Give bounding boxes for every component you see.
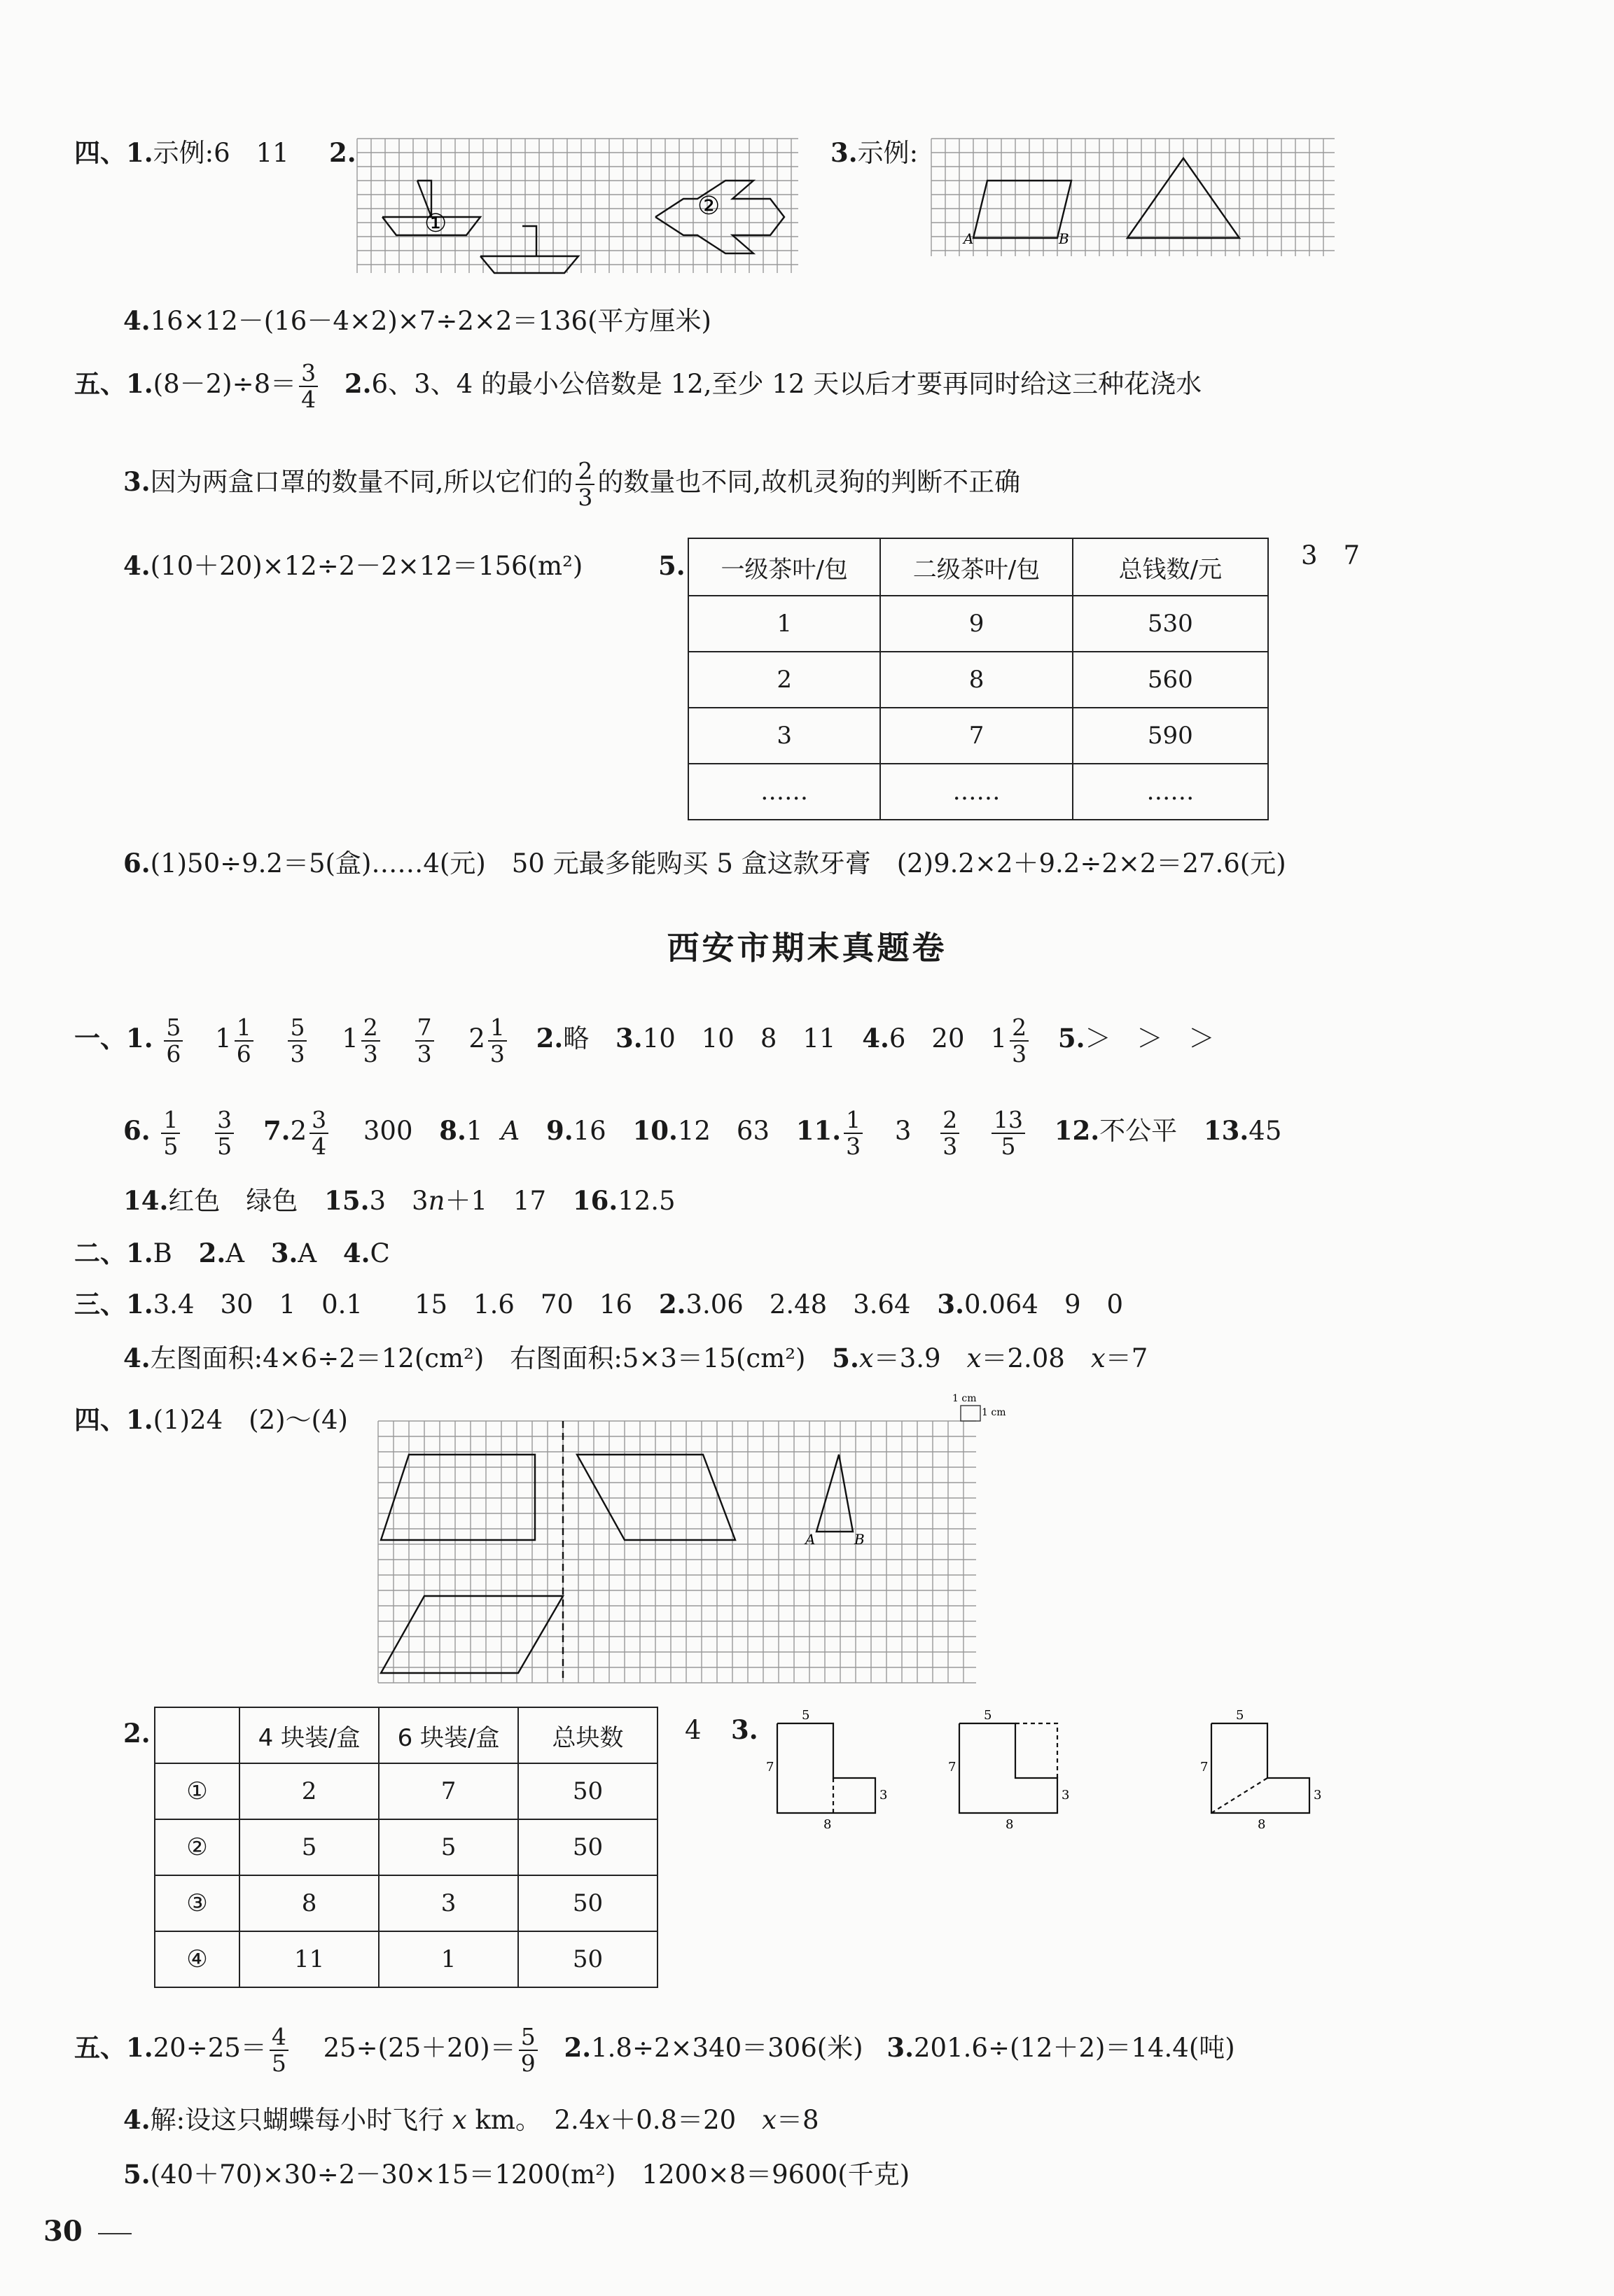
p1-q16-num: 16. (572, 1185, 618, 1216)
s4-q3 (830, 137, 919, 168)
dim-8: 8 (823, 1817, 832, 1832)
s5-q3-pre: 因为两盒口罩的数量不同,所以它们的 (150, 467, 573, 498)
p5-q4-c: ＋0.8＝20 (610, 2105, 763, 2135)
frac (309, 1107, 328, 1158)
fig3-label-b: B (1059, 230, 1069, 247)
frac-num: 2 (940, 1107, 959, 1134)
brick-cell: 1 (379, 1931, 518, 1987)
p3-head: 三、 (74, 1289, 126, 1320)
dim-3: 3 (879, 1788, 888, 1802)
p1-q12-text: 不公平 (1099, 1116, 1178, 1147)
p4-grid-figure (378, 1393, 1006, 1687)
shape1-outline (777, 1723, 875, 1813)
p3-row1 (74, 1289, 1124, 1320)
p2-q3-ans: A (298, 1238, 317, 1268)
p5-q2-text: 1.8÷2×340＝306(米) (591, 2033, 863, 2064)
p5-head: 五、 (74, 2032, 126, 2064)
p3-q3-text: 0.064 9 0 (964, 1289, 1124, 1320)
p5-q4-b: km。 2.4 (466, 2105, 596, 2135)
fig2-label-2: ② (697, 192, 721, 220)
scale-square (961, 1406, 980, 1421)
shape2-dash (1015, 1723, 1057, 1778)
frac-den: 3 (942, 1132, 958, 1160)
brick-cell: ④ (155, 1931, 239, 1987)
tea-cell: 560 (1073, 652, 1268, 708)
p3-q3-num: 3. (937, 1289, 965, 1320)
whole: 1 (342, 1023, 359, 1054)
p3-q2-num: 2. (658, 1289, 686, 1320)
p4-q2-num: 2. (123, 1718, 151, 1749)
var-x: x (966, 1343, 982, 1373)
brick-cell: 5 (239, 1819, 379, 1875)
p1-q10-num: 10. (632, 1115, 678, 1147)
s4-q3-grid-figure (931, 139, 1335, 256)
tea-cell: 1 (688, 596, 880, 652)
brick-header-1: 4 块装/盒 (239, 1707, 379, 1763)
s5-head: 五、 (74, 368, 126, 400)
var-x: x (858, 1343, 874, 1373)
p1-q14-text: 红色 绿色 (168, 1186, 298, 1216)
p1-q9-text: 16 (573, 1116, 606, 1147)
brick-cell: 5 (379, 1819, 518, 1875)
p5-q4-num: 4. (123, 2104, 151, 2135)
p3-q1-num: 1. (126, 1289, 153, 1320)
p5-row1 (74, 2024, 1235, 2076)
brick-cell: ② (155, 1819, 239, 1875)
p1-q7-text: 300 (363, 1116, 413, 1147)
frac-den: 5 (217, 1132, 232, 1160)
s5-q4 (123, 550, 583, 581)
p1-q14-num: 14. (123, 1185, 169, 1216)
frac (844, 1107, 863, 1158)
p1-q5-num: 5. (1057, 1023, 1085, 1054)
frac (415, 1015, 434, 1066)
brick-cell: 50 (518, 1931, 658, 1987)
frac-den: 3 (1012, 1040, 1027, 1068)
frac-num: 4 (270, 2024, 288, 2051)
p1-row2 (123, 1107, 1281, 1158)
s4-q4-text: 16×12－(16－4×2)×7÷2×2＝136(平方厘米) (150, 306, 711, 336)
s5-line1 (74, 360, 1202, 412)
scale-label-v: 1 cm (982, 1407, 1006, 1418)
p5-q3-num: 3. (886, 2032, 914, 2064)
p4-q1-num: 1. (126, 1404, 153, 1435)
p4-q3-shapes (763, 1708, 1337, 1841)
brick-cell: 3 (379, 1875, 518, 1931)
frac-den: 3 (363, 1040, 378, 1068)
brick-cell: 7 (379, 1763, 518, 1819)
frac-num: 3 (309, 1107, 328, 1134)
s5-q1-num: 1. (126, 368, 153, 400)
p1-q3-num: 3. (615, 1023, 643, 1054)
var-x: x (1090, 1343, 1106, 1373)
p1-q15-text: 3 3 (369, 1186, 429, 1216)
frac-num: 5 (164, 1015, 183, 1042)
brick-cell: 50 (518, 1819, 658, 1875)
p5-q5-text: (40＋70)×30÷2－30×15＝1200(m²) 1200×8＝9600(千克) (150, 2160, 910, 2190)
p1-q1-num: 1. (126, 1023, 153, 1054)
parallelogram (973, 181, 1071, 238)
whole: 1 (215, 1023, 232, 1054)
tea-cell: 7 (880, 708, 1072, 764)
frac-num: 3 (299, 360, 318, 387)
var-x: x (595, 2105, 611, 2135)
frac-den: 9 (520, 2049, 536, 2077)
s5-q3-post: 的数量也不同,故机灵狗的判断不正确 (597, 467, 1021, 498)
frac (288, 1015, 307, 1066)
shape2-outline (959, 1723, 1057, 1813)
s5-q6-text: (1)50÷9.2＝5(盒)……4(元) 50 元最多能购买 5 盒这款牙膏 (2)9.2×2＋9.2÷2×2＝27.6(元) (150, 848, 1286, 878)
tea-cell: 3 (688, 708, 880, 764)
s4-q2-grid-figure (357, 139, 798, 279)
tea-cell: 9 (880, 596, 1072, 652)
p2-q4-num: 4. (342, 1238, 370, 1268)
s5-q2-num: 2. (344, 368, 372, 400)
p1-q15-num: 15. (324, 1185, 370, 1216)
scale-label-h: 1 cm (952, 1393, 977, 1404)
brick-cell: 2 (239, 1763, 379, 1819)
p3-q5-b: ＝2.08 (981, 1343, 1091, 1373)
fig3-label-a: A (963, 230, 974, 247)
p2-q2-num: 2. (198, 1238, 226, 1268)
s5-tea-table (688, 538, 1269, 820)
p1-q13-text: 45 (1248, 1116, 1282, 1147)
p4-head: 四、 (74, 1404, 126, 1435)
tea-cell: …… (1073, 764, 1268, 820)
frac-den: 4 (301, 385, 316, 413)
p2-q3-num: 3. (270, 1238, 298, 1268)
frac-den: 6 (236, 1040, 251, 1068)
p5-q3-text: 201.6÷(12＋2)＝14.4(吨) (914, 2033, 1235, 2064)
frac (940, 1107, 959, 1158)
frac (488, 1015, 507, 1066)
brick-header-0 (155, 1707, 239, 1763)
s5-q5-num: 5. (658, 550, 686, 581)
s5-q2-text: 6、3、4 的最小公倍数是 12,至少 12 天以后才要再同时给这三种花浇水 (371, 369, 1202, 400)
tea-header-1: 一级茶叶/包 (688, 538, 880, 596)
whole: 2 (468, 1023, 485, 1054)
frac (270, 2024, 288, 2076)
s5-q1-frac (299, 360, 318, 412)
tea-cell: 530 (1073, 596, 1268, 652)
p1-q4-num: 4. (862, 1023, 889, 1054)
p5-q1-expr2: 25÷(25＋20)＝ (323, 2033, 516, 2064)
tea-cell: 8 (880, 652, 1072, 708)
s5-q6-num: 6. (123, 848, 151, 878)
p1-q8-text: 1 (466, 1116, 483, 1147)
fig2-label-1: ① (424, 209, 447, 238)
p4-row1 (74, 1404, 348, 1435)
p1-q2-text: 略 (563, 1023, 590, 1054)
s4-q4 (123, 305, 711, 336)
frac-num: 5 (519, 2024, 538, 2051)
frac-num: 2 (361, 1015, 380, 1042)
brick-cell: 50 (518, 1763, 658, 1819)
s4-q3-num: 3. (830, 137, 858, 168)
p5-row3 (123, 2159, 910, 2190)
frac (361, 1015, 380, 1066)
frac (519, 2024, 538, 2076)
s5-q6 (123, 850, 1286, 876)
brick-header-3: 总块数 (518, 1707, 658, 1763)
frac (992, 1107, 1025, 1158)
p2-q2-ans: A (225, 1238, 244, 1268)
var-x: x (452, 2105, 467, 2135)
frac-num: 3 (215, 1107, 234, 1134)
grid-label-a: A (805, 1531, 816, 1548)
frac-num: 2 (1010, 1015, 1029, 1042)
brick-cell: 8 (239, 1875, 379, 1931)
tea-header-2: 二级茶叶/包 (880, 538, 1072, 596)
whole: 2 (290, 1116, 307, 1147)
s5-line3 (123, 458, 1020, 510)
p3-row2 (123, 1345, 1148, 1371)
p1-q5-text: ＞ ＞ ＞ (1085, 1023, 1215, 1054)
s4-line1 (74, 137, 289, 168)
p5-q1-expr1: 20÷25＝ (153, 2033, 267, 2064)
frac-num: 1 (161, 1107, 180, 1134)
p5-q5-num: 5. (123, 2159, 151, 2190)
p4-q2-answer: 4 (685, 1715, 702, 1745)
s4-head: 四、 (74, 137, 126, 168)
p1-q13-num: 13. (1203, 1115, 1249, 1147)
tea-cell: …… (688, 764, 880, 820)
tea-cell: …… (880, 764, 1072, 820)
dim-5: 5 (1236, 1708, 1244, 1723)
brick-cell: 50 (518, 1875, 658, 1931)
frac-den: 3 (489, 1040, 505, 1068)
frac (161, 1107, 180, 1158)
frac-num: 13 (992, 1107, 1025, 1134)
p2-q1-ans: B (153, 1238, 172, 1268)
dim-3: 3 (1062, 1788, 1070, 1802)
p1-q12-num: 12. (1054, 1115, 1100, 1147)
p3-q4-text: 左图面积:4×6÷2＝12(cm²) 右图面积:5×3＝15(cm²) (150, 1343, 806, 1373)
p2-head: 二、 (74, 1238, 126, 1268)
p3-q5-num: 5. (832, 1343, 859, 1373)
exam-title: 西安市期末真题卷 (667, 929, 947, 967)
frac-den: 3 (290, 1040, 305, 1068)
p1-q15-text2: ＋1 17 (445, 1186, 547, 1216)
page-number-rule (98, 2233, 132, 2234)
s4-q2-num: 2. (329, 137, 356, 168)
p1-row3 (123, 1185, 676, 1216)
p1-q7-num: 7. (263, 1115, 291, 1147)
p1-q4-text: 6 20 1 (889, 1023, 1008, 1054)
dim-7: 7 (948, 1760, 956, 1774)
frac-den: 5 (1001, 1132, 1016, 1160)
tea-cell: 590 (1073, 708, 1268, 764)
frac (235, 1015, 253, 1066)
p5-q4-d: ＝8 (777, 2105, 819, 2135)
p2-row (74, 1240, 390, 1266)
p5-q4-a: 解:设这只蝴蝶每小时飞行 (150, 2105, 452, 2135)
boat2-sail (522, 226, 536, 256)
p1-head: 一、 (74, 1023, 126, 1054)
p3-q5-c: ＝7 (1105, 1343, 1148, 1373)
p3-q1-text: 3.4 30 1 0.1 15 1.6 70 16 (153, 1289, 633, 1320)
p1-q8-letter: A (501, 1116, 520, 1147)
s5-q4-text: (10＋20)×12÷2－2×12＝156(m²) (150, 551, 583, 581)
p4-q1-text: (1)24 (2)～(4) (153, 1405, 348, 1435)
p1-q11-text: 3 (894, 1116, 912, 1147)
dim-3: 3 (1314, 1788, 1322, 1802)
brick-cell: ① (155, 1763, 239, 1819)
brick-cell: ③ (155, 1875, 239, 1931)
frac-den: 5 (163, 1132, 179, 1160)
p4-q3-num: 3. (731, 1714, 758, 1745)
brick-header-2: 6 块装/盒 (379, 1707, 518, 1763)
frac-den: 4 (312, 1132, 327, 1160)
p1-q9-num: 9. (545, 1115, 573, 1147)
frac-den: 3 (846, 1132, 861, 1160)
triangle-ab (816, 1455, 853, 1532)
s5-q3-frac (576, 458, 594, 510)
p3-q5-a: ＝3.9 (873, 1343, 967, 1373)
frac-num: 5 (288, 1015, 307, 1042)
page-number: 30 (43, 2215, 83, 2248)
s5-q5-answer: 3 7 (1301, 540, 1361, 570)
p1-q11-num: 11. (795, 1115, 842, 1147)
p1-q8-num: 8. (439, 1115, 466, 1147)
p1-q10-text: 12 63 (677, 1116, 770, 1147)
p1-q3-text: 10 10 8 11 (642, 1023, 836, 1054)
frac (215, 1107, 234, 1158)
frac-den: 3 (417, 1040, 432, 1068)
frac-num: 7 (415, 1015, 434, 1042)
frac-den: 5 (271, 2049, 286, 2077)
frac (164, 1015, 183, 1066)
frac-num: 1 (844, 1107, 863, 1134)
p5-q1-num: 1. (126, 2032, 153, 2064)
parallelogram-2 (381, 1596, 563, 1673)
p3-q4-num: 4. (123, 1343, 151, 1373)
frac-den: 6 (166, 1040, 181, 1068)
p1-row1 (74, 1015, 1214, 1066)
shape3-outline (1211, 1723, 1309, 1813)
s4-q3-text: 示例: (857, 138, 919, 168)
p1-q16-text: 12.5 (618, 1186, 676, 1216)
s4-q1-text: 示例:6 11 (153, 138, 289, 168)
dim-8: 8 (1258, 1817, 1266, 1832)
p1-q15-var: n (428, 1186, 445, 1216)
s5-q4-num: 4. (123, 550, 151, 581)
frac-num: 1 (488, 1015, 507, 1042)
dim-8: 8 (1006, 1817, 1014, 1832)
p5-q2-num: 2. (564, 2032, 592, 2064)
tea-header-3: 总钱数/元 (1073, 538, 1268, 596)
p5-row2 (123, 2104, 819, 2135)
s4-q1-num: 1. (126, 137, 153, 168)
frac-num: 2 (576, 458, 594, 485)
shape3-dash (1211, 1778, 1267, 1813)
var-x: x (762, 2105, 777, 2135)
frac-den: 3 (578, 483, 593, 511)
p1-q2-num: 2. (536, 1023, 564, 1054)
s4-q4-num: 4. (123, 305, 151, 336)
s5-q1-expr: (8－2)÷8＝ (153, 369, 297, 400)
frac-num: 1 (235, 1015, 253, 1042)
dim-7: 7 (1200, 1760, 1209, 1774)
p4-brick-table (154, 1707, 658, 1988)
s5-q3-num: 3. (123, 466, 151, 498)
p3-q2-text: 3.06 2.48 3.64 (686, 1289, 911, 1320)
p2-q4-ans: C (370, 1238, 390, 1268)
brick-cell: 11 (239, 1931, 379, 1987)
grid-label-b: B (854, 1531, 865, 1548)
dim-5: 5 (802, 1708, 810, 1723)
frac (1010, 1015, 1029, 1066)
p2-q1-num: 1. (126, 1238, 153, 1268)
dim-5: 5 (984, 1708, 992, 1723)
tea-cell: 2 (688, 652, 880, 708)
dim-7: 7 (766, 1760, 774, 1774)
p1-q6-num: 6. (123, 1115, 151, 1147)
